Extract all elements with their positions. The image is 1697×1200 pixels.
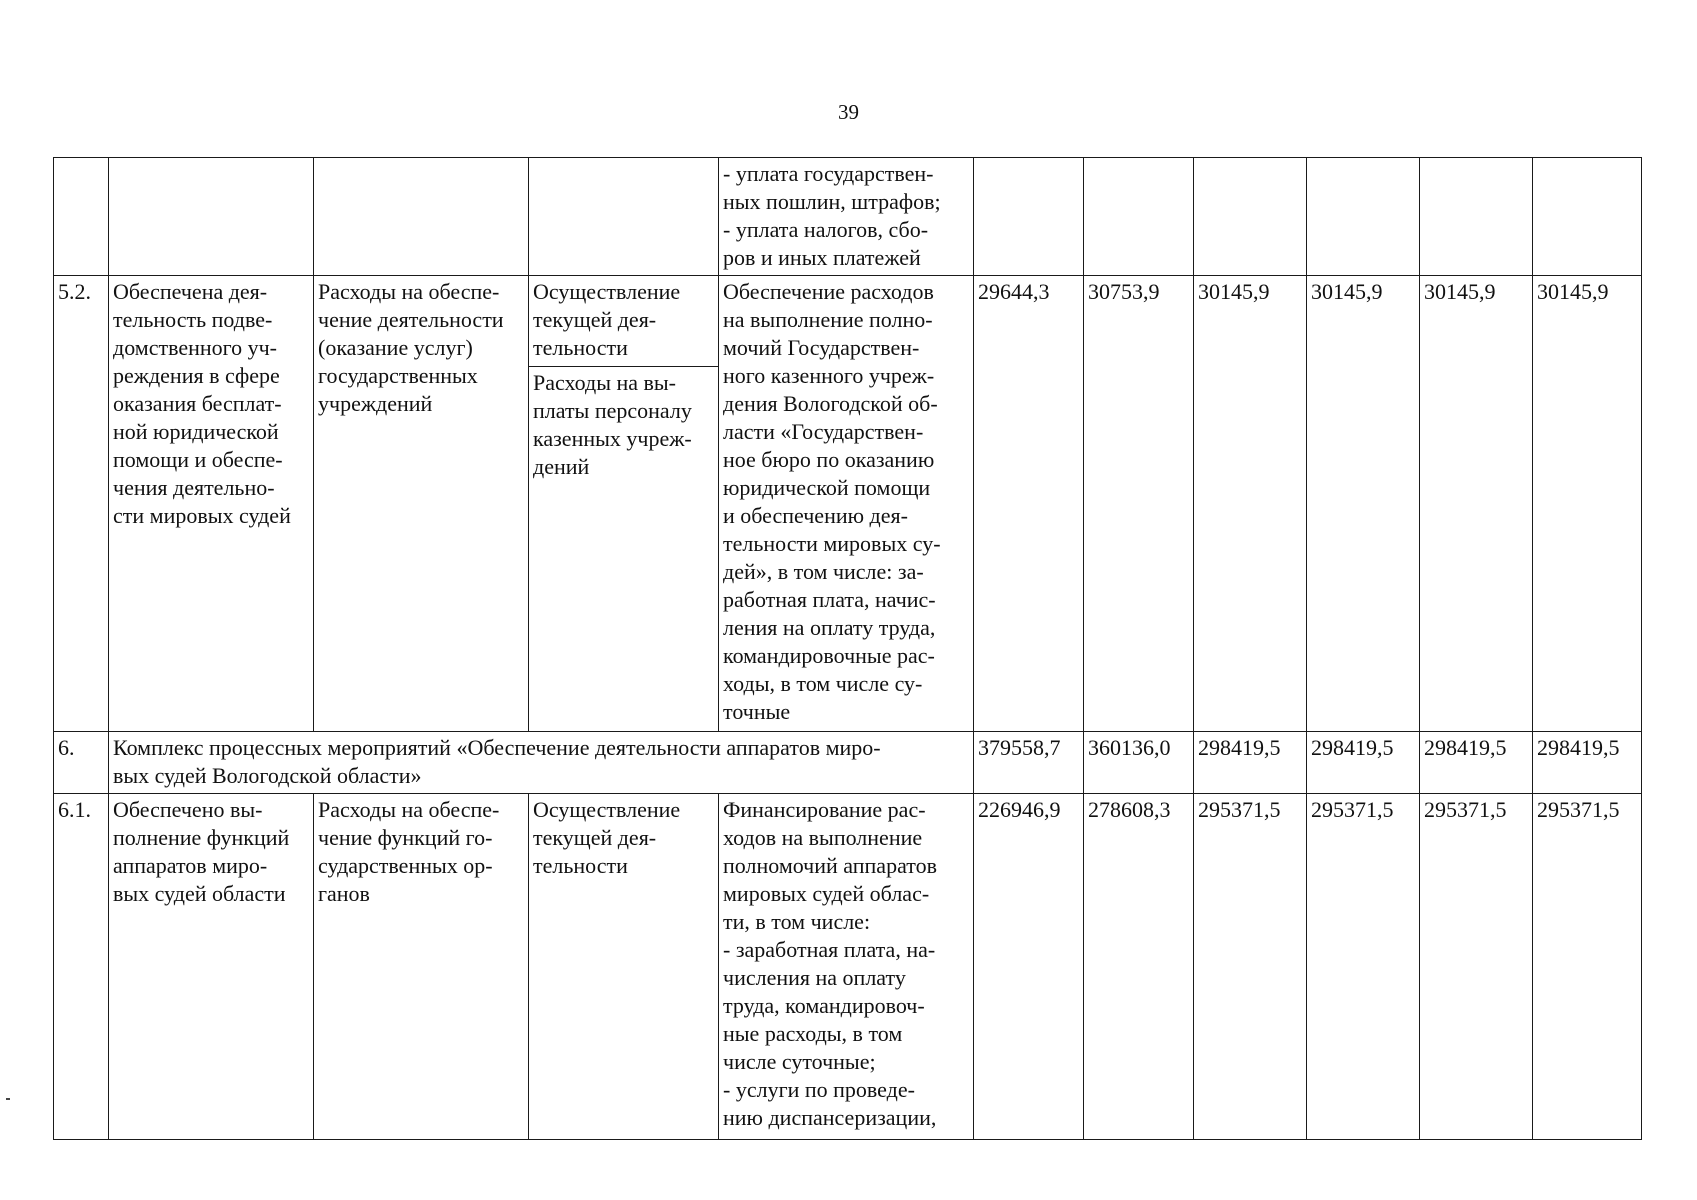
value-cell [1420, 158, 1533, 276]
text-line: Обеспечение расходов [723, 279, 934, 304]
text-line: помощи и обеспе- [113, 447, 283, 472]
text-line: и обеспечению дея- [723, 503, 908, 528]
text-line: реждения в сфере [113, 363, 280, 388]
text-line: тельности мировых су- [723, 531, 941, 556]
result-cell [109, 276, 314, 732]
text-line: Комплекс процессных мероприятий «Обеспечение деятельности аппаратов миро- [113, 735, 881, 760]
text-line: тельности [533, 335, 628, 360]
text-line: чение деятельности [318, 307, 504, 332]
text-line: ное бюро по оказанию [723, 447, 935, 472]
value-cell [1084, 158, 1194, 276]
text-line: - уплата налогов, сбо- [723, 217, 929, 242]
value-cell: 295371,5 [1194, 794, 1307, 1140]
text-line: учреждений [318, 391, 433, 416]
text-line: ров и иных платежей [723, 245, 921, 270]
text-line: государственных [318, 363, 478, 388]
text-line: вых судей Вологодской области» [113, 763, 422, 788]
text-line: ления на оплату труда, [723, 615, 936, 640]
value-cell: 30145,9 [1420, 276, 1533, 732]
text-line: Осуществление [533, 797, 681, 822]
value-cell: 298419,5 [1533, 732, 1642, 794]
text-line: ласти «Государствен- [723, 419, 924, 444]
value-cell: 226946,9 [974, 794, 1084, 1140]
text-line: мировых судей облас- [723, 881, 930, 906]
value-cell: 30145,9 [1194, 276, 1307, 732]
value-cell: 295371,5 [1420, 794, 1533, 1140]
text-line: ной юридической [113, 419, 279, 444]
value-cell: 295371,5 [1533, 794, 1642, 1140]
value-cell: 30753,9 [1084, 276, 1194, 732]
table-row [54, 794, 1642, 1140]
text-line: текущей дея- [533, 307, 657, 332]
scan-artifact [6, 1098, 10, 1100]
text-line: Обеспечено вы- [113, 797, 263, 822]
row-number-cell [54, 158, 109, 276]
text-line: дения Вологодской об- [723, 391, 938, 416]
activity-cell [529, 794, 719, 1140]
text-line: работная плата, начис- [723, 587, 936, 612]
page-number: 39 [838, 100, 859, 124]
value-cell [1194, 158, 1307, 276]
value-cell: 360136,0 [1084, 732, 1194, 794]
text-line: Расходы на вы- [533, 370, 677, 395]
text-line: числения на оплату [723, 965, 906, 990]
expenditure-table [53, 157, 1642, 1140]
text-line: нию диспансеризации, [723, 1105, 937, 1130]
text-line: Финансирование рас- [723, 797, 926, 822]
row-number-cell: 5.2. [54, 276, 109, 732]
text-line: труда, командировоч- [723, 993, 925, 1018]
value-cell [1307, 158, 1420, 276]
text-line: Осуществление [533, 279, 681, 304]
text-line: (оказание услуг) [318, 335, 473, 360]
value-cell: 298419,5 [1420, 732, 1533, 794]
table-row [54, 158, 1642, 276]
text-line: Обеспечена дея- [113, 279, 268, 304]
text-line: тельность подве- [113, 307, 273, 332]
text-line: числе суточные; [723, 1049, 876, 1074]
text-line: полнение функций [113, 825, 290, 850]
text-line: сти мировых судей [113, 503, 291, 528]
text-line: ходы, в том числе су- [723, 671, 923, 696]
value-cell [1533, 158, 1642, 276]
text-line: дений [533, 454, 590, 479]
expense-cell [314, 794, 529, 1140]
text-line: - уплата государствен- [723, 161, 934, 186]
table-row [54, 732, 1642, 794]
text-line: домственного уч- [113, 335, 278, 360]
value-cell: 295371,5 [1307, 794, 1420, 1140]
text-line: ные расходы, в том [723, 1021, 903, 1046]
description-cell [719, 794, 974, 1140]
text-line: оказания бесплат- [113, 391, 282, 416]
text-line: - заработная плата, на- [723, 937, 936, 962]
activity-cell [529, 158, 719, 276]
text-line: юридической помощи [723, 475, 931, 500]
text-line: - услуги по проведе- [723, 1077, 915, 1102]
row-number-cell: 6.1. [54, 794, 109, 1140]
description-cell [719, 158, 974, 276]
value-cell: 298419,5 [1307, 732, 1420, 794]
description-cell [719, 276, 974, 732]
text-line: вых судей области [113, 881, 286, 906]
result-cell [109, 794, 314, 1140]
text-line: текущей дея- [533, 825, 657, 850]
value-cell: 298419,5 [1194, 732, 1307, 794]
text-line: полномочий аппаратов [723, 853, 937, 878]
text-line: казенных учреж- [533, 426, 692, 451]
text-line: мочий Государствен- [723, 335, 920, 360]
table-row [54, 276, 1642, 732]
text-line: ного казенного учреж- [723, 363, 935, 388]
text-line: Расходы на обеспе- [318, 279, 500, 304]
expense-cell [314, 158, 529, 276]
value-cell [974, 158, 1084, 276]
text-line: аппаратов миро- [113, 853, 268, 878]
text-line: тельности [533, 853, 628, 878]
value-cell: 278608,3 [1084, 794, 1194, 1140]
text-line: ходов на выполнение [723, 825, 923, 850]
text-line: на выполнение полно- [723, 307, 933, 332]
activity-cell [529, 276, 719, 732]
row-number-cell: 6. [54, 732, 109, 794]
text-line: чения деятельно- [113, 475, 275, 500]
result-cell [109, 158, 314, 276]
value-cell: 30145,9 [1533, 276, 1642, 732]
text-line: Расходы на обеспе- [318, 797, 500, 822]
text-line: сударственных ор- [318, 853, 493, 878]
text-line: чение функций го- [318, 825, 493, 850]
activity-subcell [529, 366, 718, 481]
text-line: командировочные рас- [723, 643, 935, 668]
text-line: дей», в том числе: за- [723, 559, 924, 584]
text-line: ных пошлин, штрафов; [723, 189, 941, 214]
value-cell: 379558,7 [974, 732, 1084, 794]
value-cell: 30145,9 [1307, 276, 1420, 732]
text-line: точные [723, 699, 791, 724]
section-title-cell [109, 732, 974, 794]
text-line: платы персоналу [533, 398, 692, 423]
expense-cell [314, 276, 529, 732]
text-line: ти, в том числе: [723, 909, 871, 934]
text-line: ганов [318, 881, 370, 906]
value-cell: 29644,3 [974, 276, 1084, 732]
